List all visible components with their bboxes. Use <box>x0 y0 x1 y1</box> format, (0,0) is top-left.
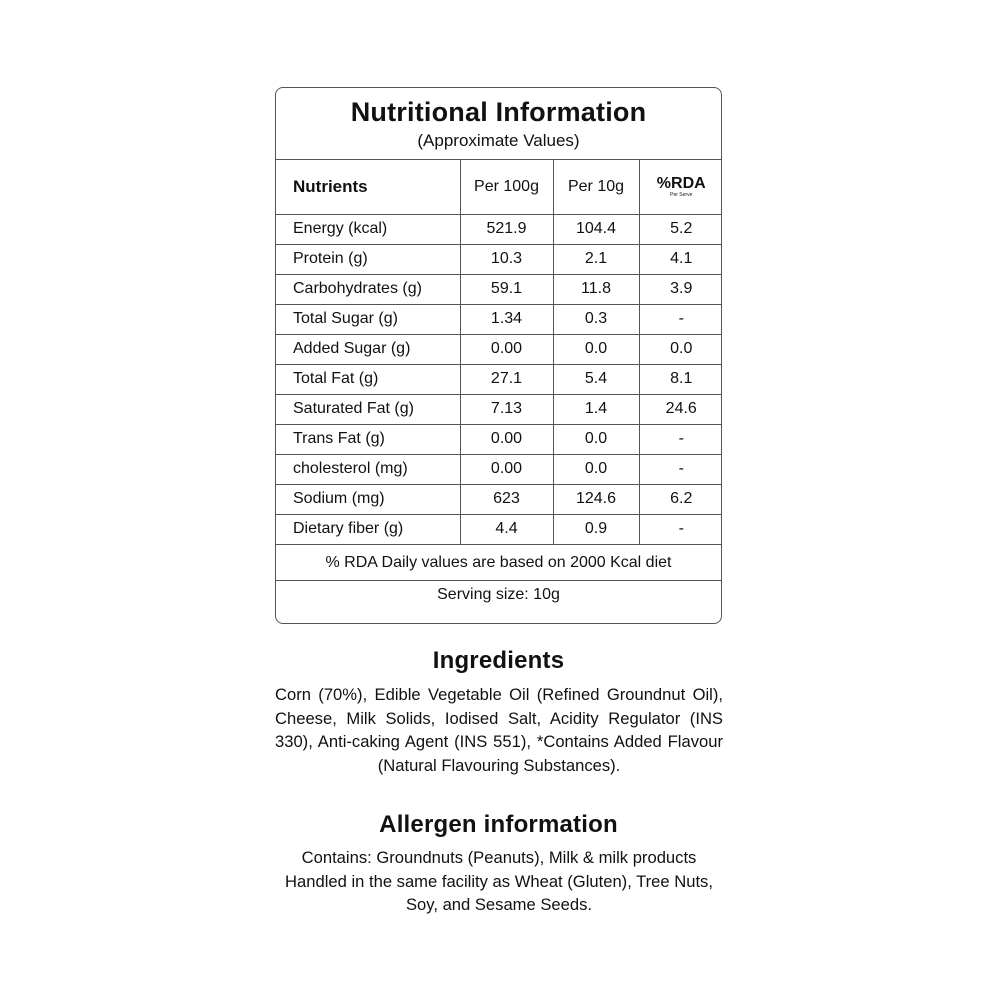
value-per-10g: 0.9 <box>553 514 639 544</box>
allergen-title: Allergen information <box>379 811 618 838</box>
value-per-10g: 0.0 <box>553 454 639 484</box>
nutrition-panel <box>275 87 722 624</box>
allergen-text <box>275 846 723 917</box>
table-row <box>276 304 722 334</box>
table-row <box>276 334 722 364</box>
value-per-100g: 623 <box>460 484 553 514</box>
header-rda-label: %RDA <box>656 174 706 192</box>
table-row <box>276 214 722 244</box>
value-rda: - <box>639 304 722 334</box>
value-per-100g: 1.34 <box>460 304 553 334</box>
value-per-10g: 124.6 <box>553 484 639 514</box>
value-rda: - <box>639 454 722 484</box>
rda-note: % RDA Daily values are based on 2000 Kcal diet <box>276 545 721 581</box>
table-row <box>276 424 722 454</box>
value-per-10g: 104.4 <box>553 214 639 244</box>
value-per-100g: 10.3 <box>460 244 553 274</box>
nutrient-name: Trans Fat (g) <box>276 424 460 454</box>
table-row <box>276 484 722 514</box>
nutrition-table <box>276 160 722 545</box>
value-per-100g: 0.00 <box>460 454 553 484</box>
nutrient-name: Protein (g) <box>276 244 460 274</box>
nutrient-name: Total Fat (g) <box>276 364 460 394</box>
value-per-10g: 0.3 <box>553 304 639 334</box>
header-rda <box>639 160 722 214</box>
nutrient-name: cholesterol (mg) <box>276 454 460 484</box>
value-rda: 0.0 <box>639 334 722 364</box>
nutrient-name: Energy (kcal) <box>276 214 460 244</box>
value-per-100g: 521.9 <box>460 214 553 244</box>
nutrient-name: Dietary fiber (g) <box>276 514 460 544</box>
value-per-10g: 1.4 <box>553 394 639 424</box>
nutrient-name: Total Sugar (g) <box>276 304 460 334</box>
nutrient-name: Carbohydrates (g) <box>276 274 460 304</box>
value-rda: 4.1 <box>639 244 722 274</box>
panel-subtitle: (Approximate Values) <box>417 131 580 150</box>
header-rda-sublabel: Per Serve <box>670 191 693 198</box>
table-body <box>276 214 722 544</box>
value-per-10g: 2.1 <box>553 244 639 274</box>
table-row <box>276 394 722 424</box>
value-rda: 8.1 <box>639 364 722 394</box>
value-rda: 3.9 <box>639 274 722 304</box>
value-per-10g: 5.4 <box>553 364 639 394</box>
table-row <box>276 274 722 304</box>
value-rda: 24.6 <box>639 394 722 424</box>
ingredients-text: Corn (70%), Edible Vegetable Oil (Refined Groundnut Oil), Cheese, Milk Solids, Iodised Salt, Acidity Regulator (INS 330), Anti-caking Agent (INS 551), *Contains Added Flavour (Natural Flavouring Substances). <box>275 685 723 775</box>
table-row <box>276 244 722 274</box>
value-per-10g: 0.0 <box>553 334 639 364</box>
nutrient-name: Added Sugar (g) <box>276 334 460 364</box>
value-per-100g: 7.13 <box>460 394 553 424</box>
table-row <box>276 364 722 394</box>
table-row <box>276 514 722 544</box>
header-nutrients: Nutrients <box>276 160 460 214</box>
value-per-100g: 4.4 <box>460 514 553 544</box>
value-rda: 6.2 <box>639 484 722 514</box>
value-per-10g: 11.8 <box>553 274 639 304</box>
panel-title: Nutritional Information <box>350 97 647 127</box>
header-per-100g: Per 100g <box>460 160 553 214</box>
table-header-row <box>276 160 722 214</box>
value-per-100g: 59.1 <box>460 274 553 304</box>
ingredients-title: Ingredients <box>432 647 565 674</box>
table-row <box>276 454 722 484</box>
value-rda: 5.2 <box>639 214 722 244</box>
value-per-100g: 0.00 <box>460 424 553 454</box>
serving-size: Serving size: 10g <box>437 585 560 603</box>
allergen-contains: Contains: Groundnuts (Peanuts), Milk & milk products <box>301 848 697 867</box>
value-rda: - <box>639 514 722 544</box>
value-per-100g: 0.00 <box>460 334 553 364</box>
nutrient-name: Sodium (mg) <box>276 484 460 514</box>
nutrient-name: Saturated Fat (g) <box>276 394 460 424</box>
panel-header <box>276 88 721 160</box>
value-per-100g: 27.1 <box>460 364 553 394</box>
value-per-10g: 0.0 <box>553 424 639 454</box>
value-rda: - <box>639 424 722 454</box>
allergen-facility: Handled in the same facility as Wheat (Gluten), Tree Nuts, Soy, and Sesame Seeds. <box>285 871 713 914</box>
header-per-10g: Per 10g <box>553 160 639 214</box>
